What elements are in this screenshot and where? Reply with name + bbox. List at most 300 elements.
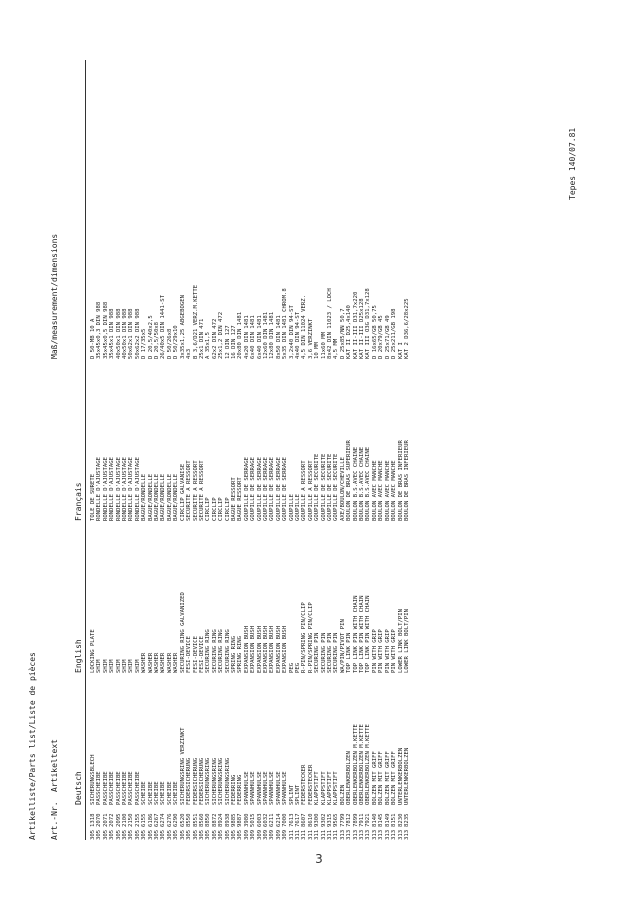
cell-dim: 50x62x2 DIN 988 xyxy=(134,308,141,359)
cell-de: SCHEIBE xyxy=(147,781,154,805)
cell-dim: D 16x65/GB 50,75 xyxy=(371,305,378,359)
cell-art: 309 xyxy=(269,829,276,840)
cell-nr: 9885 xyxy=(230,813,237,827)
cell-dim: 40x50x1 DIN 988 xyxy=(122,308,129,359)
cell-art: 305 xyxy=(205,829,212,840)
cell-dim: 3x35x1,25 ABGEBOGEN xyxy=(179,295,186,359)
cell-en: FESI-DEVICE xyxy=(192,635,199,673)
cell-art: 311 xyxy=(288,829,295,840)
cell-en: EXPANSION BUSH xyxy=(256,625,263,673)
cell-fr: SECURITE A RESSORT xyxy=(198,460,205,521)
cell-en: EXPANSION BUSH xyxy=(250,625,257,673)
cell-fr: RONDELLE D'AJUSTAGE xyxy=(96,457,103,521)
cell-fr: BOULON B.S.AVEC CHAINE xyxy=(359,446,366,521)
cell-en: TOP LINK PIN WITH CHAIN xyxy=(365,595,372,673)
cell-en: SECURING PIN xyxy=(314,632,321,673)
cell-dim: 25x1,2 DIN 472 xyxy=(218,311,225,359)
cell-nr: 7617 xyxy=(295,813,301,827)
cell-dim: 26/40x5 DIN 1441-ST xyxy=(160,295,167,359)
cell-en: PIN WITH GRIP xyxy=(384,629,391,673)
cell-en: WASHER xyxy=(147,652,154,673)
cell-art: 305 xyxy=(160,829,167,840)
cell-nr: 2150 xyxy=(128,813,135,827)
cell-de: FEDERSICHERUNG xyxy=(186,757,193,805)
cell-art: 311 xyxy=(320,829,327,840)
cell-fr: CIRCLIP xyxy=(218,497,225,521)
cell-dim: 4x40 DIN 94-ST xyxy=(295,311,301,359)
header-rule xyxy=(85,60,86,840)
cell-en: EXPANSION BUSH xyxy=(243,625,250,673)
cell-art: 313 xyxy=(378,829,385,840)
cell-art: 305 xyxy=(173,829,180,840)
cell-nr: 6155 xyxy=(141,813,148,827)
cell-fr: BOULON DE BRAS INFERIEUR xyxy=(397,440,404,521)
cell-en: EXPANSION BUSH xyxy=(262,625,269,673)
cell-fr: RONDELLE D'AJUSTAGE xyxy=(102,457,109,521)
cell-de: PASSCHEIBE xyxy=(122,771,129,805)
cell-en: FESI-DEVICE xyxy=(198,635,205,673)
cell-en: WASHER xyxy=(141,652,148,673)
cell-fr: GOUPILLE DE SERRAGE xyxy=(243,457,250,521)
cell-dim: A 35x1,5 xyxy=(205,332,212,359)
cell-de: SICHERUNGSRING xyxy=(218,757,225,805)
cell-art: 305 xyxy=(179,829,186,840)
cell-de: SPLINT xyxy=(288,784,295,805)
cell-en: SECURING PIN xyxy=(320,632,327,673)
cell-nr: 6290 xyxy=(173,813,180,827)
cell-de: SPANNHÜLSE xyxy=(262,771,269,805)
cell-en: SECURING RING xyxy=(224,629,231,673)
cell-fr: RONDELLE D'AJUSTAGE xyxy=(128,457,135,521)
cell-fr: GOUPILLE DE SERRAGE xyxy=(256,457,263,521)
cell-dim: 5x35 DIN 1481 CHROM.8 xyxy=(282,288,289,359)
cell-de: BOLZEN MIT GRIFF xyxy=(371,751,378,805)
cell-dim: 35x45x0,3 DIN 988 xyxy=(96,301,103,359)
cell-nr: 9887 xyxy=(237,813,244,827)
cell-en: EXPANSION BUSH xyxy=(275,625,282,673)
cell-nr: 6003 xyxy=(256,813,263,827)
cell-fr: GOUPILLE xyxy=(295,494,301,521)
cell-en: PEG xyxy=(295,662,301,673)
cell-fr: BAGUE/RONDELLE xyxy=(147,473,154,521)
cell-en: FESI-DEVICE xyxy=(186,635,193,673)
cell-dim: 25x1 DIN 471 xyxy=(198,318,205,359)
cell-de: SICHERUNGSRING xyxy=(205,757,212,805)
cell-nr: 8607 xyxy=(301,813,308,827)
cell-dim: D 25x71/GB 49 xyxy=(384,315,391,359)
cell-dim: KAT I xyxy=(397,342,404,359)
cell-nr: 8610 xyxy=(307,813,314,827)
cell-dim: KAT II-III D25x128 xyxy=(359,298,366,359)
cell-dim: 35x45x1 DIN 988 xyxy=(109,308,116,359)
cell-fr: CIRCLIP xyxy=(224,497,231,521)
cell-art: 305 xyxy=(192,829,199,840)
cell-nr: 9565 xyxy=(333,813,340,827)
cell-fr: GOUPILLE xyxy=(288,494,295,521)
cell-art: 311 xyxy=(301,829,308,840)
cell-art: 311 xyxy=(327,829,334,840)
cell-en: SHIM xyxy=(122,659,129,673)
cell-art: 305 xyxy=(147,829,154,840)
cell-nr: 8149 xyxy=(384,813,391,827)
column-header-francais: Français xyxy=(74,482,83,521)
cell-fr: BAGUE RESSORT xyxy=(230,477,237,521)
parts-table-body xyxy=(90,60,410,840)
cell-de: SCHEIBE xyxy=(141,781,148,805)
cell-art: 313 xyxy=(397,829,404,840)
cell-fr: BOULON AVEC MANCHE xyxy=(378,460,385,521)
cell-dim: 12x80 DIN 1481 xyxy=(269,311,276,359)
cell-fr: GOUPILLE DE SECURITE xyxy=(333,453,340,521)
cell-fr: BOULON DE BRAS SUPERIEUR xyxy=(346,440,353,521)
cell-nr: 2155 xyxy=(134,813,141,827)
cell-dim: 62x2 DIN 472 xyxy=(211,318,218,359)
cell-fr: GOUPILLE DE SERRAGE xyxy=(282,457,289,521)
cell-dim: 35x45x0,5 DIN 988 xyxy=(102,301,109,359)
cell-de: FEDERSICHERUNG xyxy=(192,757,199,805)
cell-nr: 2095 xyxy=(115,813,122,827)
cell-dim: B 3,6/D21 VERZ.M.KETTE xyxy=(192,284,199,359)
column-header-deutsch: Deutsch xyxy=(74,771,83,805)
cell-art: 305 xyxy=(122,829,129,840)
cell-art: 305 xyxy=(115,829,122,840)
cell-de: SPANNHÜLSE xyxy=(269,771,276,805)
cell-en: LOWER LINK BOLT/PIN xyxy=(397,609,404,673)
document-title: Artikelliste/Parts list/Liste de pièces xyxy=(28,652,37,840)
cell-art: 305 xyxy=(186,829,193,840)
cell-dim: D 50/26x8 xyxy=(166,328,173,359)
cell-art: 313 xyxy=(371,829,378,840)
cell-dim: 6x40 DIN 1481 xyxy=(250,315,257,359)
cell-de: SICHERUNGSRING xyxy=(211,757,218,805)
cell-fr: CIRCLIP xyxy=(205,497,212,521)
cell-fr: GOUPILLE DE SERRAGE xyxy=(269,457,276,521)
cell-art: 305 xyxy=(154,829,161,840)
cell-nr: 6214 xyxy=(275,813,282,827)
cell-art: 313 xyxy=(365,829,372,840)
cell-fr: BAGUE/RONDELLE xyxy=(154,473,161,521)
cell-dim: KAT II D25,4x140 xyxy=(346,305,353,359)
column-header-dimensions: Maß/measurement/dimensions xyxy=(50,233,59,359)
cell-de: SCHEIBE xyxy=(154,781,161,805)
cell-de: SPANNHÜLSE xyxy=(282,771,289,805)
cell-art: 305 xyxy=(224,829,231,840)
cell-de: BOLZEN MIT GRIFF xyxy=(378,751,385,805)
cell-de: PASSCHEIBE xyxy=(128,771,135,805)
cell-fr: BOULON AVEC MANCHE xyxy=(384,460,391,521)
cell-dim: D 17/35x5 xyxy=(141,328,148,359)
cell-fr: GOUPILLE DE SERRAGE xyxy=(250,457,257,521)
cell-fr: SECURITE A RESSORT xyxy=(192,460,199,521)
cell-nr: 6274 xyxy=(160,813,167,827)
cell-de: KLAPPSTIFT xyxy=(314,771,321,805)
cell-dim: 4,5 MM xyxy=(333,338,340,359)
cell-en: SECURING RING xyxy=(218,629,225,673)
cell-de: SICHERUNGSRING xyxy=(224,757,231,805)
cell-nr: 8551 xyxy=(192,813,199,827)
cell-dim: D 20,5/50x8 xyxy=(154,321,161,359)
cell-nr: 2100 xyxy=(122,813,129,827)
cell-de: SICHERUNGSRING VERZINKT xyxy=(179,727,186,805)
cell-nr: 6032 xyxy=(262,813,269,827)
cell-de: OBERLENKERBOLZEN M.KETTE xyxy=(352,724,359,805)
cell-dim: KAT III O3G D31,7x128 xyxy=(365,288,372,359)
cell-en: SHIM xyxy=(134,659,141,673)
cell-art: 305 xyxy=(198,829,205,840)
cell-nr: 8560 xyxy=(198,813,205,827)
cell-de: KLAPPSTIFT xyxy=(333,771,340,805)
cell-en: SPRING RING xyxy=(230,635,237,673)
cell-fr: RONDELLE D'AJUSTAGE xyxy=(134,457,141,521)
cell-fr: GOUPILLE DE SECURITE xyxy=(320,453,327,521)
cell-nr: 8151 xyxy=(391,813,398,827)
cell-en: SHIM xyxy=(115,659,122,673)
cell-nr: 7899 xyxy=(352,813,359,827)
cell-art: 305 xyxy=(134,829,141,840)
cell-nr: 8872 xyxy=(211,813,218,827)
cell-en: SHIM xyxy=(109,659,116,673)
cell-en: WASHER xyxy=(160,652,167,673)
cell-en: PIN WITH GRIP xyxy=(391,629,398,673)
cell-fr: RONDELLE D'AJUSTAGE xyxy=(109,457,116,521)
cell-en: EXPANSION BUSH xyxy=(282,625,289,673)
cell-fr: BAGUE/RONDELLE xyxy=(141,473,148,521)
cell-dim: D 50-MB 10 A xyxy=(90,318,96,359)
cell-dim: 4x20 DIN 1481 xyxy=(243,315,250,359)
cell-fr: RONDELLE D'AJUSTAGE xyxy=(122,457,129,521)
cell-art: 309 xyxy=(243,829,250,840)
cell-nr: 6267 xyxy=(154,813,161,827)
cell-en: LOCKING PLATE xyxy=(90,629,96,673)
cell-de: KLAPPSTIFT xyxy=(320,771,327,805)
cell-nr: 8850 xyxy=(205,813,212,827)
cell-fr: AXE/BOULON/CHEVILLE xyxy=(339,457,346,521)
cell-de: PASSCHEIBE xyxy=(134,771,141,805)
cell-nr: 7921 xyxy=(365,813,372,827)
cell-fr: BOULON DE BRAS INFERIEUR xyxy=(403,440,410,521)
cell-de: OBERLENKERBOLZEN M.KETTE xyxy=(365,724,372,805)
cell-de: SCHEIBE xyxy=(160,781,167,805)
cell-nr: 8938 xyxy=(224,813,231,827)
cell-en: PEG xyxy=(288,662,295,673)
cell-dim: 3,2x40 DIN 94-ST xyxy=(288,305,295,359)
cell-de: PASSCHEIBE xyxy=(96,771,103,805)
cell-de: PASSCHEIBE xyxy=(102,771,109,805)
cell-art: 313 xyxy=(352,829,359,840)
cell-fr: GOUPILLE DE SERRAGE xyxy=(262,457,269,521)
cell-de: SPANNHÜLSE xyxy=(256,771,263,805)
cell-en: EXPANSION BUSH xyxy=(269,625,276,673)
cell-dim: D 25x211/GB 198 xyxy=(391,308,398,359)
cell-fr: BOULON AVEC MANCHE xyxy=(371,460,378,521)
cell-nr: 7812 xyxy=(346,813,353,827)
cell-de: FEDERSICHERUNG xyxy=(198,757,205,805)
cell-nr: 7613 xyxy=(288,813,295,827)
cell-fr: GOUPILLE DE SECURITE xyxy=(314,453,321,521)
cell-dim: 3,6 VERZINKT xyxy=(307,318,314,359)
cell-art: 311 xyxy=(295,829,301,840)
cell-en: SHIM xyxy=(128,659,135,673)
cell-art: 311 xyxy=(333,829,340,840)
cell-fr: BAGUE/RONDELLE xyxy=(173,473,180,521)
column-header-english: English xyxy=(74,639,83,673)
parts-list-sheet xyxy=(28,60,588,840)
cell-de: PASSCHEIBE xyxy=(115,771,122,805)
cell-art: 305 xyxy=(141,829,148,840)
cell-de: OBERLENKERBOLZEN M.KETTE xyxy=(359,724,366,805)
cell-en: SECURING RING GALVANIZED xyxy=(179,592,186,673)
cell-nr: 8550 xyxy=(186,813,193,827)
cell-en: WASHER xyxy=(173,652,180,673)
cell-fr: GOUPILLE A RESSORT xyxy=(301,460,308,521)
cell-en: R-PIN/SPRING PIN/CLIP xyxy=(301,602,308,673)
cell-de: BOLZEN MIT GRIFF xyxy=(391,751,398,805)
cell-nr: 8924 xyxy=(218,813,225,827)
cell-en: TOP LINK PIN WITH CHAIN xyxy=(359,595,366,673)
cell-de: BOLZEN MIT GRIFF xyxy=(384,751,391,805)
cell-en: SECURING PIN xyxy=(327,632,334,673)
cell-dim: 12 DIN 127 xyxy=(224,325,231,359)
cell-art: 305 xyxy=(166,829,173,840)
cell-fr: TOLE DE SURETE xyxy=(90,473,96,521)
cell-en: PIN WITH GRIP xyxy=(378,629,385,673)
cell-nr: 6520 xyxy=(179,813,186,827)
cell-art: 313 xyxy=(346,829,353,840)
cell-nr: 1318 xyxy=(90,813,96,827)
cell-art: 313 xyxy=(403,829,410,840)
cell-dim: 10 MM xyxy=(314,342,321,359)
cell-en: SECURING PIN xyxy=(333,632,340,673)
cell-dim: 11x60 MM xyxy=(320,332,327,359)
cell-fr: GOUPILLE A RESSORT xyxy=(307,460,314,521)
cell-art: 313 xyxy=(359,829,366,840)
page-number: 3 xyxy=(315,852,323,866)
cell-art: 305 xyxy=(211,829,218,840)
cell-dim: KAT II-III D31,7x220 xyxy=(352,291,359,359)
cell-art: 309 xyxy=(282,829,289,840)
cell-en: SECURING RING xyxy=(211,629,218,673)
cell-dim: D 25x85/NN 50,7 xyxy=(339,308,346,359)
cell-fr: CIRCLIP xyxy=(211,497,218,521)
cell-dim: D 20,5/40x2,5 xyxy=(147,315,154,359)
cell-art: 305 xyxy=(96,829,103,840)
cell-nr: 8235 xyxy=(403,813,410,827)
column-header-art-nr: Art.-Nr. xyxy=(50,801,59,840)
cell-en: SHIM xyxy=(102,659,109,673)
cell-dim: 12x60 DIN 1481 xyxy=(262,311,269,359)
cell-dim: 8x50 DIN 1481 xyxy=(275,315,282,359)
cell-en: SPRING RING xyxy=(237,635,244,673)
cell-nr: 9302 xyxy=(320,813,327,827)
document-code: Tepes 140/07.81 xyxy=(568,127,577,200)
cell-dim: 6x40 DIN 1481 xyxy=(256,315,263,359)
cell-art: 311 xyxy=(307,829,314,840)
cell-de: UNTERLENKERBOLZEN xyxy=(397,747,404,805)
cell-de: SICHERUNGSBLECH xyxy=(90,754,96,805)
table-row xyxy=(404,60,410,840)
cell-dim: D 20x79/GB 45 xyxy=(378,315,385,359)
cell-en: SHIM xyxy=(96,659,103,673)
cell-de: OBERLENKERBOLZEN xyxy=(346,751,353,805)
cell-dim: D 50/29x10 xyxy=(173,325,180,359)
cell-fr: GOUPILLE DE SERRAGE xyxy=(275,457,282,521)
cell-art: 305 xyxy=(237,829,244,840)
cell-art: 311 xyxy=(314,829,321,840)
cell-nr: 7000 xyxy=(282,813,289,827)
cell-de: FEDERSTECKER xyxy=(301,764,308,805)
cell-fr: BOULON B.S.AVEC CHAINE xyxy=(352,446,359,521)
cell-nr: 2072 xyxy=(109,813,116,827)
cell-nr: 6211 xyxy=(269,813,276,827)
cell-art: 309 xyxy=(262,829,269,840)
cell-nr: 8140 xyxy=(371,813,378,827)
cell-nr: 7799 xyxy=(339,813,346,827)
cell-en: WASHER xyxy=(154,652,161,673)
cell-en: TOP LINK PIN xyxy=(346,632,353,673)
cell-en: WA/PIN/PIVOT PIN xyxy=(339,619,346,673)
cell-art: 309 xyxy=(275,829,282,840)
cell-nr: 2070 xyxy=(96,813,103,827)
cell-art: 309 xyxy=(256,829,263,840)
cell-de: SPLINT xyxy=(295,784,301,805)
cell-dim: 50x62x1 DIN 988 xyxy=(128,308,135,359)
cell-nr: 6186 xyxy=(147,813,154,827)
cell-dim: 16 DIN 127 xyxy=(230,325,237,359)
cell-art: 305 xyxy=(90,829,96,840)
cell-en: TOP LINK PIN WITH CHAIN xyxy=(352,595,359,673)
cell-nr: 5015 xyxy=(250,813,257,827)
cell-nr: 9300 xyxy=(314,813,321,827)
cell-nr: 2071 xyxy=(102,813,109,827)
cell-fr: GOUPILLE DE SECURITE xyxy=(327,453,334,521)
cell-de: FEDERRING xyxy=(230,774,237,805)
cell-de: SPANNHÜLSE xyxy=(275,771,282,805)
cell-art: 305 xyxy=(230,829,237,840)
cell-art: 313 xyxy=(391,829,398,840)
cell-de: SCHEIBE xyxy=(173,781,180,805)
cell-fr: BOULON B.S.AVEC CHAINE xyxy=(365,446,372,521)
cell-de: SCHEIBE xyxy=(166,781,173,805)
cell-de: SPANNHÜLSE xyxy=(243,771,250,805)
cell-art: 309 xyxy=(250,829,257,840)
cell-de: FEDERSTECKER xyxy=(307,764,314,805)
cell-fr: RONDELLE D'AJUSTAGE xyxy=(115,457,122,521)
cell-en: SECURING RING xyxy=(205,629,212,673)
cell-fr: BAGUE/RONDELLE xyxy=(166,473,173,521)
cell-de: BOLZEN xyxy=(339,784,346,805)
cell-art: 305 xyxy=(128,829,135,840)
cell-fr: BAGUE/RONDELLE xyxy=(160,473,167,521)
cell-dim: 4x3 xyxy=(186,348,193,359)
cell-dim: 20x80 DIN 1481 xyxy=(237,311,244,359)
cell-de: FEDERRING xyxy=(237,774,244,805)
cell-fr: BOULON AVEC MANCHE xyxy=(391,460,398,521)
cell-dim: 4,5 DIN 11024 VERZ. xyxy=(301,295,308,359)
cell-en: WASHER xyxy=(166,652,173,673)
cell-de: KLAPPSTIFT xyxy=(327,771,334,805)
cell-nr: 7911 xyxy=(359,813,366,827)
column-header-artikeltext: Artikeltext xyxy=(50,739,59,792)
cell-nr: 3980 xyxy=(243,813,250,827)
cell-en: R-PIN/SPRING PIN/CLIP xyxy=(307,602,314,673)
cell-en: LOWER LINK BOLT/PIN xyxy=(403,609,410,673)
cell-fr: BAGUE RESSORT xyxy=(237,477,244,521)
cell-art: 313 xyxy=(384,829,391,840)
cell-dim: 40x50x1 DIN 988 xyxy=(115,308,122,359)
cell-dim: KAT 2 D36,6/28x225 xyxy=(403,298,410,359)
cell-en: PIN WITH GRIP xyxy=(371,629,378,673)
cell-nr: 6276 xyxy=(166,813,173,827)
